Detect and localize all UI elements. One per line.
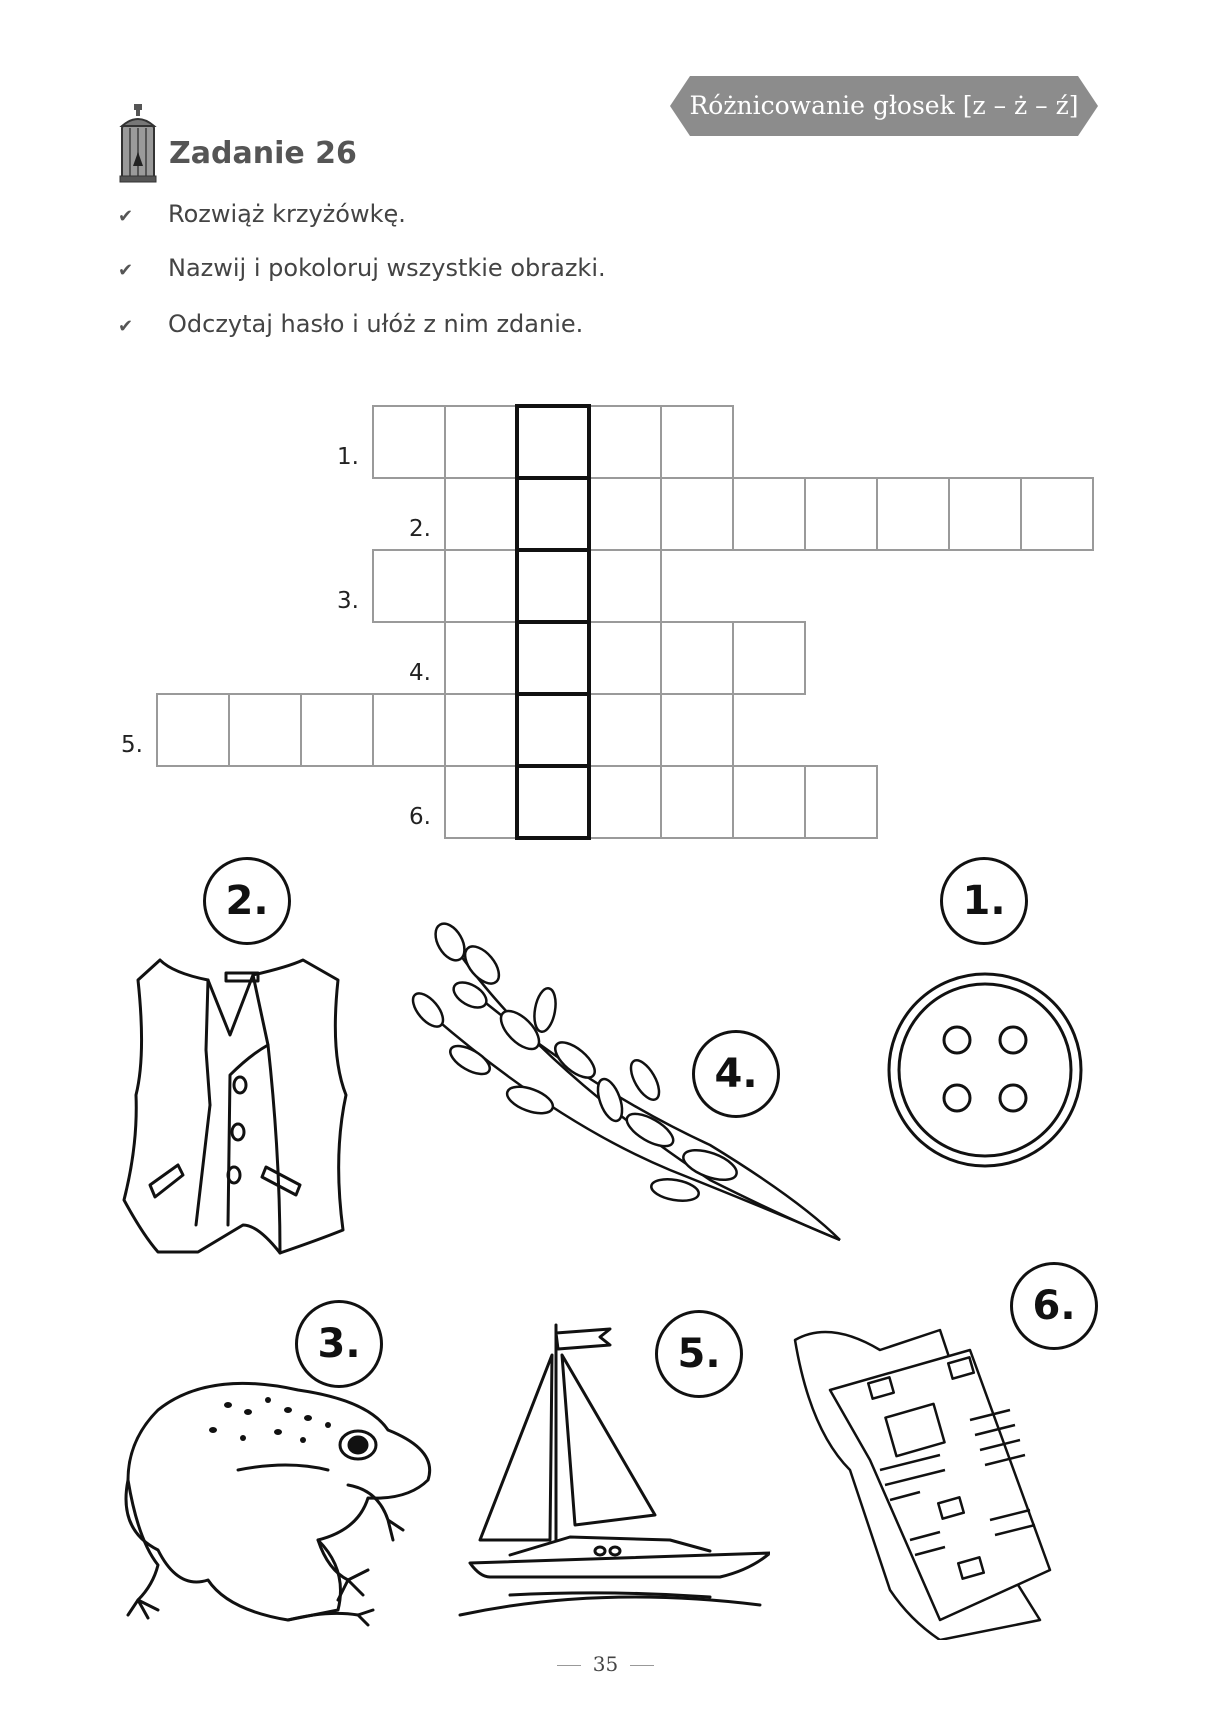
toad-icon [118,1370,438,1630]
check-icon: ✔ [118,260,134,281]
crossword-password-cell[interactable] [517,766,589,838]
crossword-row-number: 4. [409,660,431,686]
crossword-cell[interactable] [589,406,661,478]
crossword-cell[interactable] [229,694,301,766]
crossword-cell[interactable] [877,478,949,550]
crossword-cell[interactable] [661,694,733,766]
task-title: Zadanie 26 [169,136,357,171]
crossword-cell[interactable] [661,622,733,694]
crossword-cell[interactable] [661,406,733,478]
button-icon [885,970,1085,1170]
crossword-cell[interactable] [589,622,661,694]
picture-number-newspaper: 6. [1010,1262,1098,1350]
crossword-cell[interactable] [445,406,517,478]
sailboat-icon [450,1315,770,1635]
crossword-cell[interactable] [445,550,517,622]
crossword-cell[interactable] [589,550,661,622]
crossword-cell[interactable] [733,478,805,550]
instruction-item: ✔ Nazwij i pokoloruj wszystkie obrazki. [118,254,606,282]
crossword-cell[interactable] [733,766,805,838]
crossword-row-number: 3. [337,588,359,614]
crossword-password-cell[interactable] [517,622,589,694]
crossword-row-number: 2. [409,516,431,542]
picture-number-willow: 4. [692,1030,780,1118]
crossword-cell[interactable] [733,622,805,694]
crossword-cell[interactable] [1021,478,1093,550]
crossword-cell[interactable] [589,766,661,838]
newspaper-icon [790,1320,1110,1640]
crossword-cell[interactable] [373,550,445,622]
crossword-password-cell[interactable] [517,406,589,478]
willow-branch-icon [410,920,850,1260]
footer-dash-left [557,1665,581,1666]
crossword-password-cell[interactable] [517,694,589,766]
crossword-row-number: 6. [409,804,431,830]
crossword-cell[interactable] [445,622,517,694]
footer-dash-right [630,1665,654,1666]
instruction-item: ✔ Rozwiąż krzyżówkę. [118,200,406,228]
page-number: 35 [592,1652,619,1676]
crossword-cell[interactable] [805,766,877,838]
crossword-password-cell[interactable] [517,478,589,550]
crossword-cell[interactable] [445,694,517,766]
crossword-cell[interactable] [805,478,877,550]
crossword-password-cell[interactable] [517,550,589,622]
crossword-cell[interactable] [373,406,445,478]
crossword-row-number: 1. [337,444,359,470]
crossword-cell[interactable] [589,478,661,550]
picture-number-toad: 3. [295,1300,383,1388]
crossword-cell[interactable] [373,694,445,766]
crossword-cell[interactable] [589,694,661,766]
crossword-cell[interactable] [661,478,733,550]
vest-icon [118,955,358,1260]
crossword-cell[interactable] [301,694,373,766]
crossword-cell[interactable] [661,766,733,838]
crossword-cell[interactable] [949,478,1021,550]
picture-number-sailboat: 5. [655,1310,743,1398]
crossword-cell[interactable] [157,694,229,766]
instruction-item: ✔ Odczytaj hasło i ułóż z nim zdanie. [118,310,584,338]
crossword-cell[interactable] [445,478,517,550]
crossword-row-number: 5. [121,732,143,758]
picture-number-vest: 2. [203,857,291,945]
check-icon: ✔ [118,206,134,227]
check-icon: ✔ [118,316,134,337]
picture-number-button: 1. [940,857,1028,945]
page-footer [0,1652,1211,1676]
crossword-cell[interactable] [445,766,517,838]
section-banner-text: Różnicowanie głosek [z – ż – ź] [689,91,1079,120]
